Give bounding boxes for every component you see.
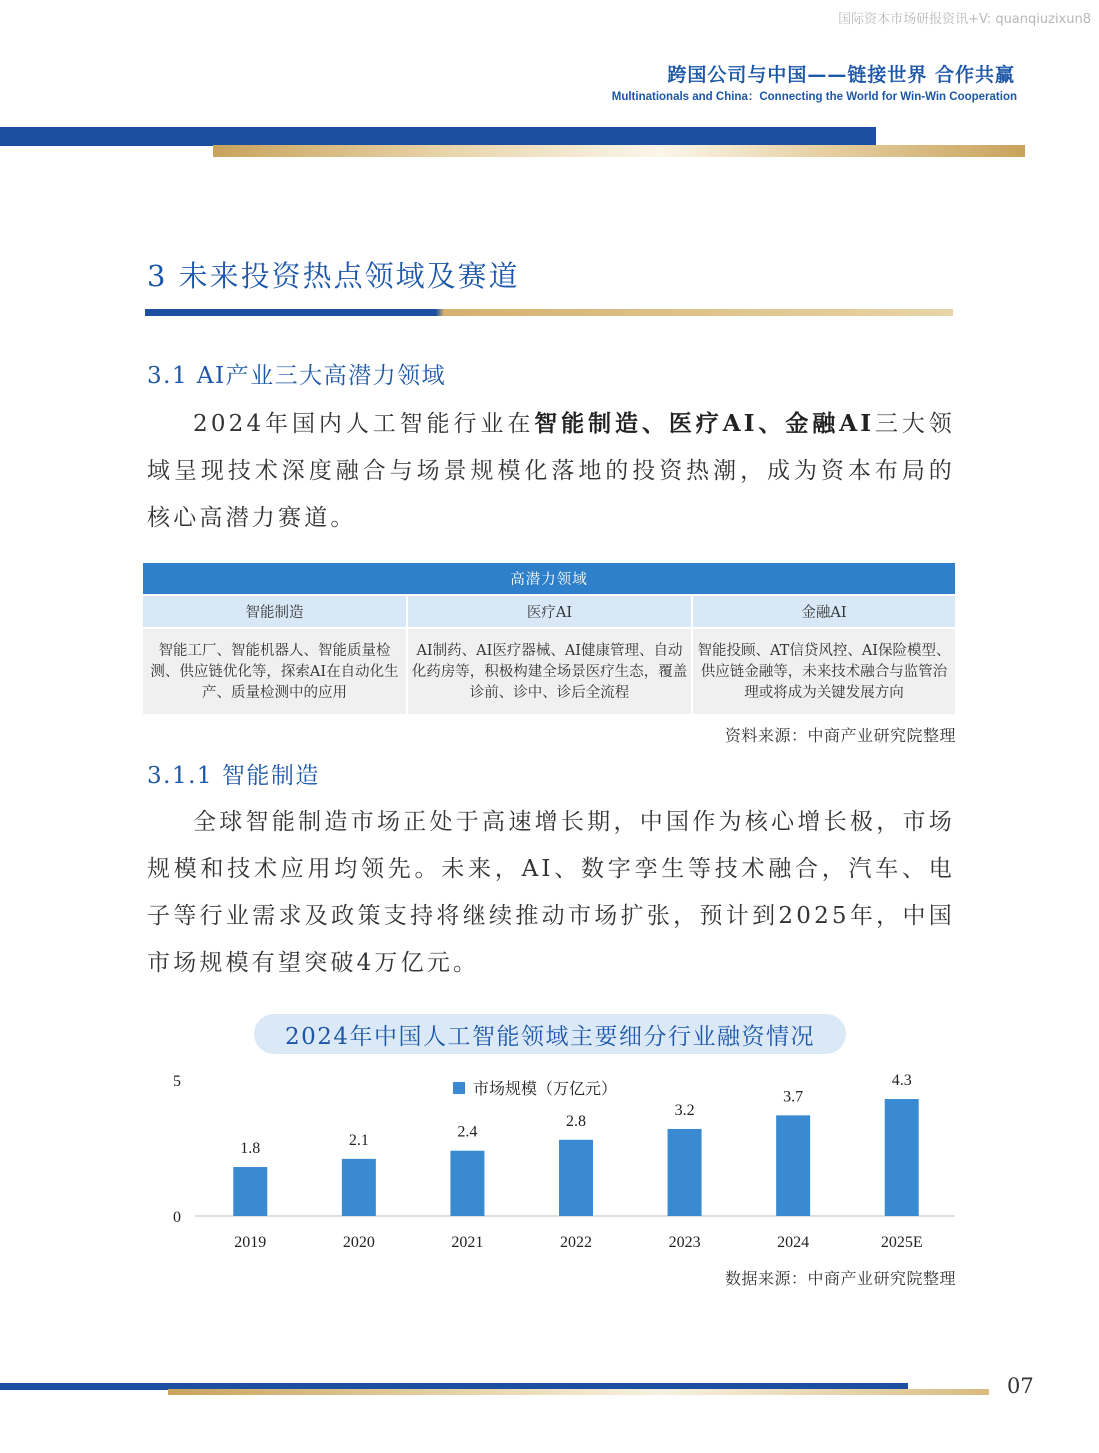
chart-title-pill — [254, 1014, 846, 1054]
legend-label: 市场规模（万亿元） — [473, 1079, 618, 1098]
intro-paragraph — [147, 400, 955, 542]
intro-bold-manufacturing: 智能制造 — [534, 410, 642, 437]
header-gold-band — [213, 145, 1025, 157]
table-cell-manufacturing: 智能工厂、智能机器人、智能质量检测、供应链优化等，探索AI在自动化生产、质量检测中的应用 — [143, 627, 406, 714]
intro-text-2: 三大领域呈现技术深度融合与场景规模化落地的投资热潮，成为资本布局的核心高潜力赛道。 — [147, 411, 956, 531]
bar — [668, 1129, 702, 1216]
table-cell-medical-ai: AI制药、AI医疗器械、AI健康管理、自动化药房等，积极构建全场景医疗生态，覆盖诊前、诊中、诊后全流程 — [406, 627, 691, 714]
intro-bold-sep-1: 、 — [641, 410, 669, 437]
chart-source: 数据来源：中商产业研究院整理 — [724, 1269, 956, 1288]
legend-swatch — [453, 1082, 465, 1094]
bar — [450, 1151, 484, 1216]
header-blue-band — [0, 127, 876, 146]
table-cell-finance-ai: 智能投顾、AT信贷风控、AI保险模型、供应链金融等，未来技术融合与监管治理或将成为关键发展方向 — [691, 627, 955, 714]
table-source: 资料来源：中商产业研究院整理 — [724, 726, 956, 745]
x-tick-label: 2025E — [880, 1234, 923, 1251]
header-title-en: Multinationals and China：Connecting the World for Win-Win Cooperation — [611, 91, 1017, 103]
x-tick-label: 2022 — [560, 1234, 592, 1251]
smart-manufacturing-paragraph: 全球智能制造市场正处于高速增长期，中国作为核心增长极，市场规模和技术应用均领先。未来，AI、数字孪生等技术融合，汽车、电子等行业需求及政策支持将继续推动市场扩张，预计到2025年，中国市场规模有望突破4万亿元。 — [147, 809, 955, 976]
table-header: 高潜力领域 — [143, 563, 955, 594]
bar-value-label: 2.1 — [348, 1131, 369, 1149]
y-tick-label: 0 — [173, 1209, 181, 1226]
section-underline — [145, 309, 953, 316]
y-tick-label: 5 — [173, 1073, 181, 1090]
x-tick-label: 2019 — [234, 1234, 267, 1251]
bar-value-label: 3.7 — [783, 1088, 804, 1106]
section-title: 3 未来投资热点领域及赛道 — [147, 259, 520, 293]
table-col-medical-ai: 医疗AI — [406, 594, 691, 627]
market-size-bar-chart — [150, 1064, 970, 1264]
bar — [233, 1167, 267, 1216]
bar-value-label: 4.3 — [891, 1072, 912, 1090]
bar — [776, 1115, 810, 1216]
bar — [342, 1159, 376, 1216]
subsection-title-smart-manufacturing: 3.1.1 智能制造 — [147, 763, 320, 789]
x-tick-label: 2020 — [342, 1234, 375, 1251]
header-title-zh: 跨国公司与中国——链接世界 合作共赢 — [667, 64, 1015, 86]
chart-title: 2024年中国人工智能领域主要细分行业融资情况 — [284, 1023, 816, 1050]
intro-bold-sep-2: 、 — [757, 410, 786, 437]
page-number: 07 — [1007, 1374, 1034, 1398]
subsection-title-ai-fields: 3.1 AI产业三大高潜力领域 — [147, 363, 447, 389]
x-tick-label: 2021 — [451, 1234, 484, 1251]
x-tick-label: 2024 — [777, 1234, 810, 1251]
bar-value-label: 2.8 — [566, 1112, 586, 1130]
table-col-manufacturing: 智能制造 — [143, 594, 406, 627]
intro-bold-finance-ai: 金融AI — [785, 410, 875, 437]
high-potential-fields-table — [143, 563, 955, 714]
intro-bold-medical-ai: 医疗AI — [668, 410, 758, 437]
bar-value-label: 3.2 — [674, 1101, 695, 1119]
bar-value-label: 2.4 — [457, 1123, 478, 1141]
watermark-text: 国际资本市场研报资讯+V: quanqiuzixun8 — [838, 12, 1091, 27]
intro-text-1: 2024年国内人工智能行业在 — [193, 411, 535, 437]
x-tick-label: 2023 — [668, 1234, 701, 1251]
bar — [559, 1140, 593, 1216]
footer-gold-band — [168, 1389, 989, 1395]
bar-value-label: 1.8 — [240, 1140, 261, 1158]
bar — [885, 1099, 919, 1216]
table-col-finance-ai: 金融AI — [691, 594, 955, 627]
